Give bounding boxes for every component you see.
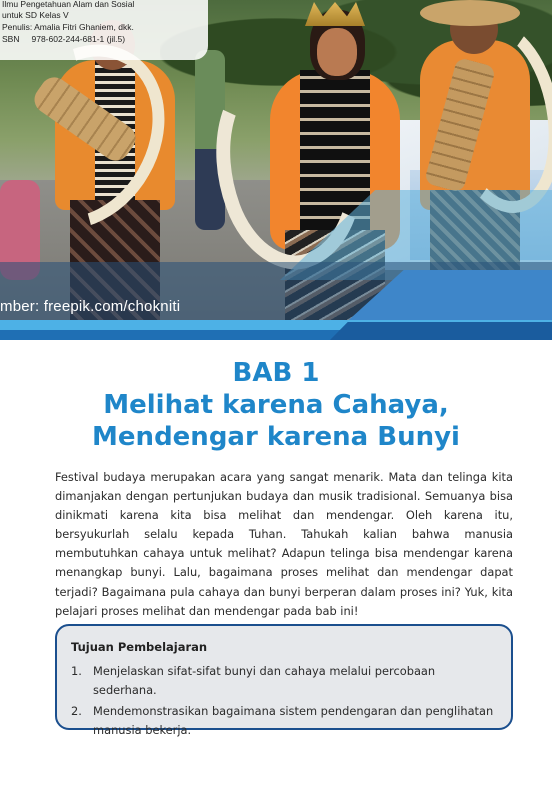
decor-band-dark-right bbox=[330, 322, 552, 340]
book-info-box bbox=[0, 0, 208, 60]
book-subject: Ilmu Pengetahuan Alam dan Sosial bbox=[2, 0, 135, 9]
performer-center-crown bbox=[305, 2, 365, 26]
intro-paragraph: Festival budaya merupakan acara yang sangat menarik. Mata dan telinga kita dimanjakan dengan pertunjukan budaya dan musik tradisional. Semuanya bisa dinikmati karena kita bisa melihat dan mendengar. Oleh karena itu, bersyukurlah selalu kepada Tuhan. Tahukah kalian bahwa manusia membutuhkan cahaya untuk melihat? Adapun telinga bisa mendengar karena menangkap bunyi. Lalu, bagaimana proses melihat dan mendengar dapat terjadi? Bagaimana pula cahaya dan bunyi berperan dalam proses ini? Yuk, kita pelajari proses melihat dan mendengar pada bab ini! bbox=[55, 470, 513, 618]
objective-text: Menjelaskan sifat-sifat bunyi dan cahaya melalui percobaan sederhana. bbox=[93, 664, 436, 697]
objectives-list bbox=[71, 662, 501, 742]
chapter-title-line2: Mendengar karena Bunyi bbox=[92, 422, 460, 452]
chapter-title-line1: Melihat karena Cahaya, bbox=[103, 390, 449, 420]
photo-credit: mber: freepik.com/chokniti bbox=[0, 298, 181, 315]
objectives-title: Tujuan Pembelajaran bbox=[71, 640, 208, 654]
objective-item bbox=[71, 702, 501, 739]
isbn-label: SBN bbox=[2, 34, 20, 44]
objective-number: 2. bbox=[71, 704, 82, 718]
decor-band-dark bbox=[0, 330, 340, 340]
hero-photo bbox=[0, 0, 552, 340]
book-isbn bbox=[2, 34, 125, 44]
objective-number: 1. bbox=[71, 664, 82, 678]
book-authors: Penulis: Amalia Fitri Ghaniem, dkk. bbox=[2, 22, 134, 32]
isbn-value: 978-602-244-681-1 (jil.5) bbox=[31, 34, 126, 44]
objective-item bbox=[71, 662, 501, 699]
book-level: untuk SD Kelas V bbox=[2, 10, 69, 20]
performer-center-face bbox=[317, 28, 357, 76]
learning-objectives-box bbox=[55, 624, 513, 737]
objective-text: Mendemonstrasikan bagaimana sistem pendengaran dan penglihatan manusia bekerja. bbox=[93, 704, 494, 737]
performer-right-hat bbox=[420, 0, 520, 26]
chapter-number: BAB 1 bbox=[232, 358, 320, 388]
